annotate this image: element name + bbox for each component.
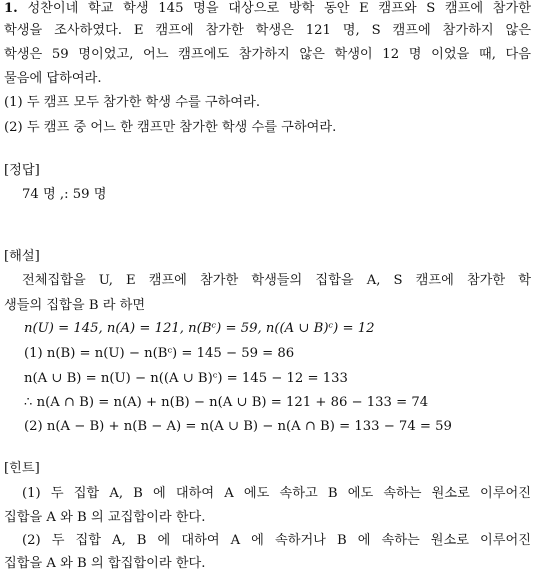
equation-5: (2) n(A − B) + n(B − A) = n(A ∪ B) − n(A ∩ B) = 133 − 74 = 59 (24, 419, 452, 434)
explanation-heading: [해설] (4, 249, 40, 264)
hint-line-3: (2) 두 집합 A, B 에 대하여 A 에 속하거나 B 에 속하는 원소로 이루어진 (22, 533, 531, 548)
equation-4: ∴ n(A ∩ B) = n(A) + n(B) − n(A ∪ B) = 121 + 86 − 133 = 74 (24, 395, 429, 410)
problem-text-1: 성찬이네 학교 학생 145 명을 대상으로 방학 동안 E 캠프와 S 캠프에 참가한 (27, 1, 531, 16)
hint-line-1: (1) 두 집합 A, B 에 대하여 A 에도 속하고 B 에도 속하는 원소로 이루어진 (22, 486, 531, 501)
answer-text: 74 명 ,: 59 명 (22, 187, 107, 202)
explanation-line-1: 전체집합을 U, E 캠프에 참가한 학생들의 집합을 A, S 캠프에 참가한 학 (22, 273, 531, 288)
problem-line-4: 물음에 답하여라. (4, 71, 102, 86)
equation-3: n(A ∪ B) = n(U) − n((A ∪ B)ᶜ) = 145 − 12 = 133 (24, 371, 348, 386)
equation-1: n(U) = 145, n(A) = 121, n(Bᶜ) = 59, n((A ∪ B)ᶜ) = 12 (24, 321, 375, 336)
question-2: (2) 두 캠프 중 어느 한 캠프만 참가한 학생 수를 구하여라. (4, 120, 337, 135)
hint-line-4: 집합을 A 와 B 의 합집합이라 한다. (4, 556, 206, 571)
problem-number: 1. (4, 1, 18, 16)
question-1: (1) 두 캠프 모두 참가한 학생 수를 구하여라. (4, 95, 261, 110)
answer-heading: [정답] (4, 163, 40, 178)
problem-line-3: 학생은 59 명이었고, 어느 캠프에도 참가하지 않은 학생이 12 명 이었을 때, 다음 (4, 47, 531, 62)
hint-heading: [힌트] (4, 461, 40, 476)
hint-line-2: 집합을 A 와 B 의 교집합이라 한다. (4, 510, 206, 525)
equation-2: (1) n(B) = n(U) − n(Bᶜ) = 145 − 59 = 86 (24, 346, 295, 361)
problem-line-2: 학생을 조사하였다. E 캠프에 참가한 학생은 121 명, S 캠프에 참가하지 않은 (4, 23, 531, 38)
problem-line-1 (4, 0, 531, 18)
explanation-line-2: 생들의 집합을 B 라 하면 (4, 298, 146, 313)
